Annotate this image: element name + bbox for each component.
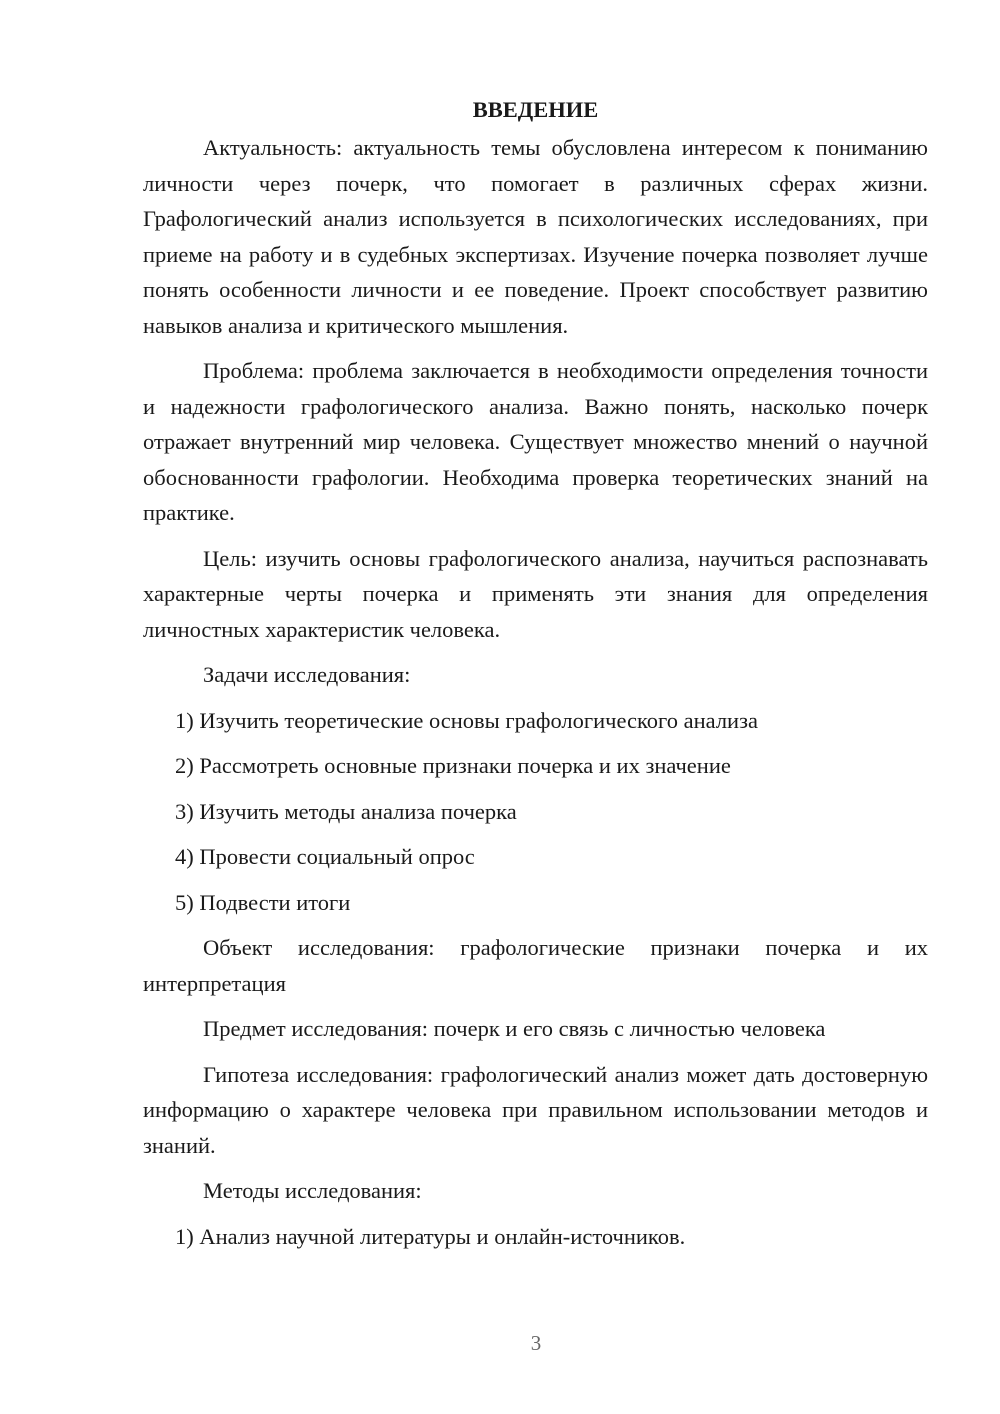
tasks-list: [143, 703, 928, 921]
goal-paragraph: Цель: изучить основы графологического анализа, научиться распознавать характерные черты почерка и применять эти знания для определения личностных характеристик человека.: [143, 545, 928, 642]
subject-paragraph: Предмет исследования: почерк и его связь с личностью человека: [203, 1016, 826, 1041]
page-number: 3: [530, 1331, 542, 1355]
section-title: ВВЕДЕНИЕ: [472, 97, 599, 122]
list-item: 1) Анализ научной литературы и онлайн-источников.: [175, 1223, 686, 1249]
list-item: 1) Изучить теоретические основы графологического анализа: [175, 707, 758, 733]
methods-list: [143, 1219, 928, 1255]
document-page: [143, 92, 928, 1264]
relevance-paragraph: Актуальность: актуальность темы обусловлена интересом к пониманию личности через почерк, что помогает в различных сферах жизни. Графологический анализ используется в психологических исследованиях, при приеме на работу и в судебных экспертизах. Изучение почерка позволяет лучше понять особенности личности и ее поведение. Проект способствует развитию навыков анализа и критического мышления.: [143, 135, 928, 338]
tasks-heading: Задачи исследования:: [203, 662, 411, 687]
hypothesis-paragraph: Гипотеза исследования: графологический анализ может дать достоверную информацию о характере человека при правильном использовании методов и знаний.: [143, 1061, 928, 1158]
list-item: 3) Изучить методы анализа почерка: [175, 798, 517, 824]
object-paragraph: Объект исследования: графологические признаки почерка и их интерпретация: [143, 935, 928, 996]
list-item: 5) Подвести итоги: [175, 889, 351, 915]
list-item: 2) Рассмотреть основные признаки почерка и их значение: [175, 753, 731, 778]
problem-paragraph: Проблема: проблема заключается в необходимости определения точности и надежности графологического анализа. Важно понять, насколько почерк отражает внутренний мир человека. Существует множество мнений о научной обоснованности графологии. Необходима проверка теоретических знаний на практике.: [143, 358, 928, 525]
list-item: 4) Провести социальный опрос: [175, 844, 475, 869]
methods-heading: Методы исследования:: [203, 1178, 422, 1203]
